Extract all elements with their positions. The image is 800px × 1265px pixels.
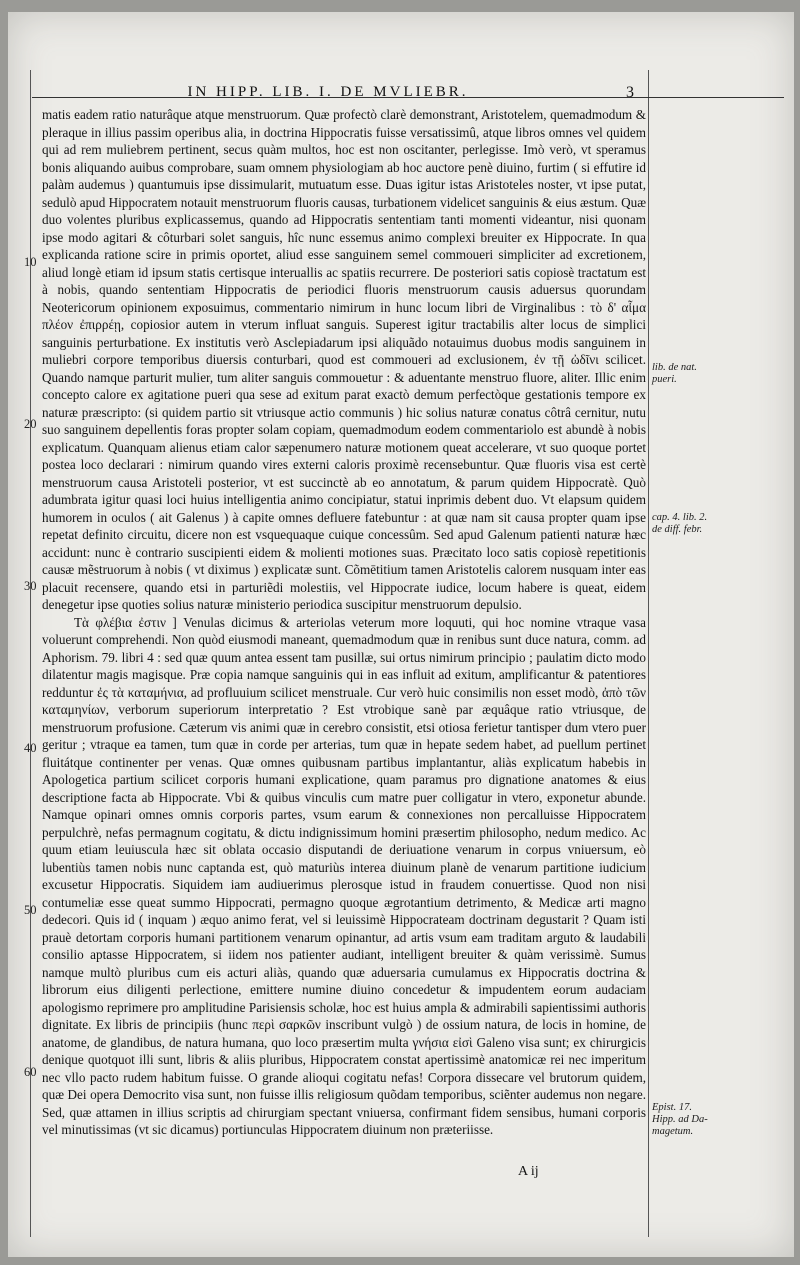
body-text <box>42 106 646 1139</box>
right-margin-rule <box>648 70 649 1237</box>
running-title: IN HIPP. LIB. I. DE MVLIEBR. <box>187 84 469 100</box>
margin-note: lib. de nat. pueri. <box>652 362 697 385</box>
page <box>8 12 794 1257</box>
paragraph: matis eadem ratio naturâque atque menstruorum. Quæ profectò clarè demonstrant, Aristotelem, quemadmodum & pleraque in illius passim operibus alia, in doctrina Hippocratis fuisse versatissimû, atque libros omnes vel quidem qui ad rem muliebrem pertinent, secus quàm multos, hoc est non oscitanter, perlegisse. Imò verò, vt speramus bonis aliquando auibus comprobare, suam omnem physiologiam ab hoc auctore penè diuino, furtim ( si effutire id palàm audemus ) quantumuis ipse dissimularit, mutuatum esse. Duas igitur istas Aristoteles noster, vt ipse putat, sedulò apud Hippocratem notauit menstruorum fluoris causas, turbationem videlicet sanguinis & eius æstum. Quæ duo volentes pluribus explicassemus, quando ad Hippocratis sententiam tanti momenti videantur, nisi quonam ipse modo agitari & côturbari solet sanguis, hîc nunc essemus animo complexi breuiter ex Hippocrate. In qua explicanda ratione scire in primis oportet, aliud esse sanguinem semel commoueri simpliciter ad excretionem, aliud longè etiam id ipsum statis certisque interuallis ac spatiis recurrere. De posteriori satis copiosè tractatum est à nobis, quando sententiam Hippocratis de periodici fluoris menstruorum causis aduersus quorundam Neotericorum opinionem exposuimus, commentario nimirum in hunc locum libri de Virginalibus : τὸ δ' αἷμα πλέον ἐπιρρέῃ, copiosior autem in vterum influat sanguis. Superest igitur tractabilis alter locus de simplici sanguinis perturbatione. Ex institutis verò Asclepiadarum ipsi aliquãdo notauimus duobus modis sanguinem in muliebri corpore temporibus diuersis conturbari, quod est commoueri ad exclusionem, ἐν τῇ ὠδῖνι scilicet. Quando namque parturit mulier, tum aliter sanguis commouetur : & aduentante menstruo fluore, aliter. Illic enim concepto calore ex agitatione pueri qua sese ad exitum parat exactò demum perfectòque gestationis tempore ex naturæ præscripto: (si quidem partio sit vtriusque actio communis ) hic solius naturæ conatus côtrâ cernitur, nutu suo sanguinem depellentis foras propter solam copiam, quemadmodum eodem commentariolo est abundè à nobis explicatum. Quanquam alienus etiam calor sæpenumero naturæ motionem queat accelerare, vt suo quoque portet postea loco declarari : nimirum quando vires externi caloris proximè recensebuntur. Quæ fluoris visa est certè menstruorum causa Aristoteli posterior, vt est succinctè ab eo annotatum, & parum quidem Hippocratè. Quò adumbrata igitur quasi loci huius intelligentia animo concipiatur, statui inprimis debent duo. Vt elapsum quidem humorem in oculos ( ait Galenus ) à capite omnes defluere fatebuntur : at quæ nam sit causa propter quam ipse repetat definito circuitu, dicere non est vsquequaque cuique concessûm. Sed apud Galenum patienti naturæ hæc accidunt: nunc è contrario suscipienti eidem & molienti motiones suas. Præcitato loco satis copiosè repetitionis causæ mẽstruorum à nobis ( vt diximus ) explicatæ sunt. Cõmētitium tamen Aristotelis calorem nusquam inter eas placuit recensere, quando etsi in parturiẽdi molestiis, vel Hippocrate iudice, locum habere is queat, eidem denegetur ipse quoties solius naturæ ministerio periodica suscipitur menstruorum depulsio. <box>42 107 646 612</box>
paragraph: Τὰ φλέβια ἐστιν ] Venulas dicimus & arteriolas veterum more loquuti, qui hoc nomine vtraque vasa voluerunt comprehendi. Non quòd eiusmodi maneant, quemadmodum quæ in renibus sunt duce natura, comm. ad Aphorism. 79. libri 4 : sed quæ quum antea essent tam pusillæ, sui ortus nimirum principio ; paulatim dicto modo dilatentur magis magisque. Præ copia namque sanguinis qui in eas influit ad exitum, amplificantur & patentiores redduntur ἐς τὰ καταμήνια, ad profluuium scilicet menstruale. Cur verò huic consimilis non esset modò, ἀπὸ τῶν καταμηνίων, verborum superiorum interpretatio ? Est vtrobique sanè par æquâque ratio vtriusque, de menstruorum profusione. Cæterum vis animi quæ in cerebro consistit, etsi otiosa ferietur tantisper dum vtero puer geritur ; vtraque ea tamen, tum quæ in corde per arterias, tum quæ in hepate sedem habet, ad puellum pertinet fluitátque continenter per venas. Quæ omnes quibusnam partibus implantantur, aliàs explicatum habebis in Apologetica partium scilicet corporis humani explicatione, quam paramus pro dignatione anatomes & eius descriptione facta ab Hippocrate. Vbi & quibus vinculis cum matre puer colligatur in vtero, exponetur abunde. Namque opinari omnes omnis corporis partes, vsum earum & connexiones non percalluisse Hippocratem perpulchrè, nefas permagnum cogitatu, & dictu indignissimum homini præsertim philosopho, nedum medico. Ac quum etiam leuiuscula hæc sit oblata occasio disputandi de deriuatione venarum in corpus vniuersum, eò lubentiùs tamen nobis nunc captanda est, quò maturiùs interea diuinum planè de venarum partitione iudicium excusetur Hippocratis. Siquidem iam audiuerimus plerosque istud in fraudem conuertisse. Quod non nisi contumeliæ esse queat summo Hippocrati, permagno quoque ægrotantium detrimento, & Medicæ arti magno dedecori. Quis id ( inquam ) æquo animo ferat, vel si leuissimè Hippocrateam doctrinam degustarit ? Quam isti prauè detortam corporis humani partitionem venarum opinantur, ad artis vsum eam traditam arguto & laudabili consilio aptasse Hippocratem, si iidem nos patienter audiant, intelligent breuiter & quàm verissimè. Sumus namque multò pluribus cum eis acturi aliàs, quando quæ aduersaria cumulamus ex Hippocratis doctrina & librorum eius diligenti perlectione, emittere numine diuino concedetur & impudentem eorum audaciam apologismo reprimere pro amplitudine Parisiensis scholæ, hoc est huius ampla & admirabili sapientissimi authoris dignitate. Ex libris de principiis (hunc περὶ σαρκῶν inscribunt vulgò ) de ossium natura, de locis in homine, de anatome, de glandibus, de natura humana, quo loco præsertim multa γνήσια εἰσὶ Galeno visa sunt; ex chirurgicis denique quotquot illi sunt, libris & aliis pluribus, Hippocratem constat apertissimè anatomicæ rei nec imperitum nec vllo pacto rudem habitum fuisse. O grande alioqui cogitatu nefas! Corpora dissecare vel brutorum quidem, quæ Dei opera Democrito visa sunt, non fuisse illis religiosum quõdam temporibus, sciẽnter audemus non negare. Sed, quæ attamen in illius scriptis ad chirurgiam spectant vniuersa, confirmant fidem sensibus, humani corporis vel minutissimas (vt sic dicamus) portiunculas Hippocratem diuinum non præteriisse. <box>42 614 646 1137</box>
left-margin-rule <box>30 70 31 1237</box>
signature-mark: A ij <box>518 1164 539 1179</box>
line-number: 60 <box>24 1065 37 1079</box>
folio-number: 3 <box>626 84 634 101</box>
line-number: 10 <box>24 255 37 269</box>
line-number: 40 <box>24 741 37 755</box>
line-number: 30 <box>24 579 37 593</box>
margin-note: cap. 4. lib. 2. de diff. febr. <box>652 512 708 535</box>
line-number: 20 <box>24 417 37 431</box>
margin-note: Epist. 17. Hipp. ad Da- magetum. <box>652 1102 708 1137</box>
line-number: 50 <box>24 903 37 917</box>
